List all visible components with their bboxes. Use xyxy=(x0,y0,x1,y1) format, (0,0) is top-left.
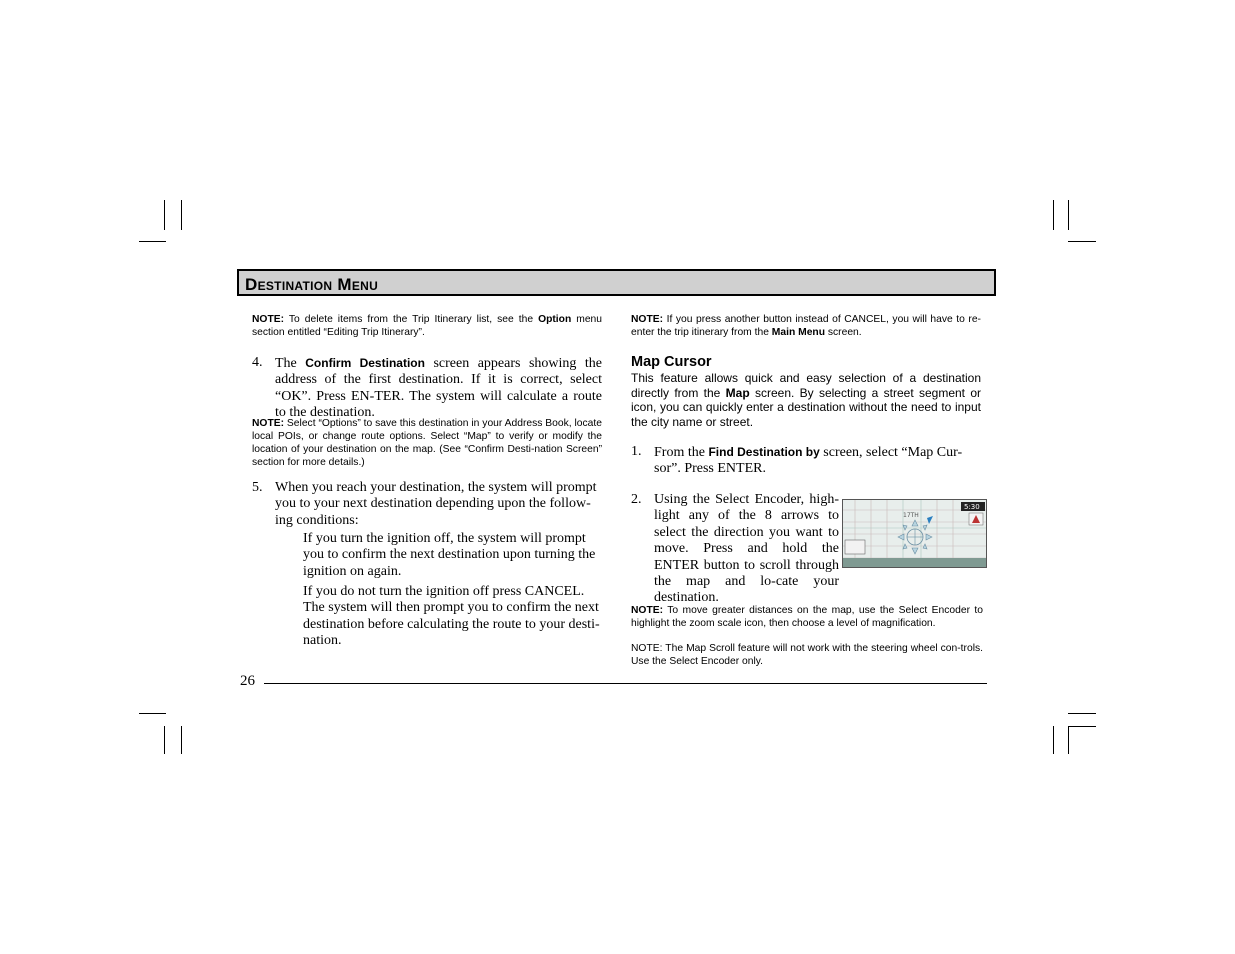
note-delete-items: NOTE: To delete items from the Trip Itinerary list, see the Option menu section entitled “Editing Trip Itinerary”. xyxy=(252,314,602,338)
note-zoom-scale: NOTE: To move greater distances on the map, use the Select Encoder to highlight the zoom scale icon, then choose a level of magnification. xyxy=(631,605,983,629)
footer-rule xyxy=(264,683,987,684)
condition-ignition-on: If you do not turn the ignition off press CANCEL. The system will then prompt you to confirm the next destination before calculating the route to your desti-nation. xyxy=(303,584,600,649)
note-steering-wheel: NOTE: The Map Scroll feature will not work with the steering wheel con-trols. Use the Select Encoder only. xyxy=(631,643,983,667)
crop-mark xyxy=(1053,726,1054,754)
crop-mark xyxy=(181,726,182,754)
crop-mark xyxy=(139,241,166,242)
svg-text:5:30: 5:30 xyxy=(964,503,980,511)
step-confirm-destination: The Confirm Destination screen appears showing the address of the first destination. If it is correct, select “OK”. Press EN-TER. The system will calculate a route to the destination. xyxy=(275,356,602,421)
svg-text:17TH: 17TH xyxy=(903,512,919,519)
crop-mark xyxy=(1053,200,1054,230)
map-cursor-intro: This feature allows quick and easy selection of a destination directly from the Map screen. By selecting a street segment or icon, you can quickly enter a destination without the need to input the city name or street. xyxy=(631,371,981,429)
step-number: 1. xyxy=(631,444,642,459)
crop-mark xyxy=(164,200,165,230)
step-select-encoder: Using the Select Encoder, high-light any of the 8 arrows to select the direction you want to move. Press and hold the ENTER button to scroll through the map and lo-cate your destination. xyxy=(654,492,839,606)
page-number: 26 xyxy=(240,673,255,689)
note-cancel: NOTE: If you press another button instead of CANCEL, you will have to re-enter the trip itinerary from the Main Menu screen. xyxy=(631,314,981,338)
crop-mark xyxy=(139,713,166,714)
map-screenshot xyxy=(842,499,987,568)
section-header xyxy=(237,269,996,296)
condition-ignition-off: If you turn the ignition off, the system will prompt you to confirm the next destination upon turning the ignition on again. xyxy=(303,531,596,579)
crop-mark xyxy=(1068,200,1069,230)
step-number: 4. xyxy=(252,355,263,370)
crop-mark xyxy=(1068,726,1096,727)
step-number: 2. xyxy=(631,492,642,507)
section-title-map-cursor: Map Cursor xyxy=(631,354,712,370)
crop-mark xyxy=(164,726,165,754)
note-options: NOTE: Select “Options” to save this destination in your Address Book, locate local POIs, or change route options. Select “Map” to verify or modify the location of your destination on the map. (See “Confirm Desti-nation Screen” section for more details.) xyxy=(252,418,602,468)
step-reach-destination: When you reach your destination, the system will prompt you to your next destination depending upon the follow-ing conditions: xyxy=(275,480,597,528)
step-number: 5. xyxy=(252,480,263,495)
map-graphic xyxy=(843,500,986,567)
step-find-destination: From the Find Destination by screen, select “Map Cur-sor”. Press ENTER. xyxy=(654,445,963,477)
crop-mark xyxy=(1068,713,1096,714)
crop-mark xyxy=(181,200,182,230)
crop-mark xyxy=(1068,241,1096,242)
page-title: DESTINATION MENU xyxy=(245,275,379,294)
crop-mark xyxy=(1068,726,1069,754)
